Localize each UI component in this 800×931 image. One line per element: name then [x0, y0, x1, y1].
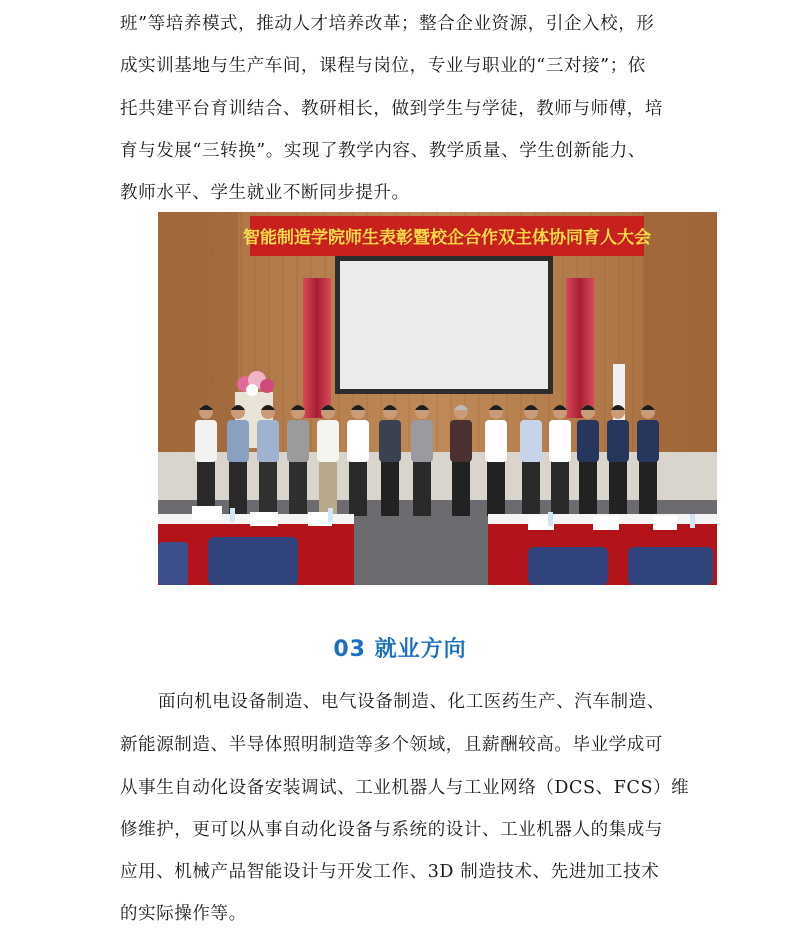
- person-figure: [347, 405, 369, 516]
- curtain-right: [566, 278, 594, 418]
- group-of-people: [195, 405, 659, 516]
- person-figure: [379, 405, 401, 516]
- person-figure: [450, 405, 472, 516]
- person-figure: [317, 405, 339, 516]
- text-line: 修维护，更可以从事自动化设备与系统的设计、工业机器人的集成与: [120, 820, 663, 840]
- text-line: 面向机电设备制造、电气设备制造、化工医药生产、汽车制造、: [158, 692, 665, 712]
- person-figure: [637, 405, 659, 516]
- projector-screen: [340, 261, 548, 389]
- text-line: 成实训基地与生产车间，课程与岗位，专业与职业的“三对接”；依: [120, 56, 646, 76]
- person-figure: [549, 405, 571, 516]
- person-figure: [227, 405, 249, 516]
- person-figure: [485, 405, 507, 516]
- text-line: 从事生自动化设备安装调试、工业机器人与工业网络（DCS、FCS）维: [120, 778, 690, 798]
- person-figure: [520, 405, 542, 516]
- text-line: 育与发展“三转换”。实现了教学内容、教学质量、学生创新能力、: [120, 141, 646, 161]
- conference-group-photo: [158, 212, 717, 585]
- banner-text: 智能制造学院师生表彰暨校企合作双主体协同育人大会: [243, 228, 651, 248]
- person-figure: [607, 405, 629, 516]
- person-figure: [577, 405, 599, 516]
- text-line: 的实际操作等。: [120, 904, 247, 924]
- text-line: 班”等培养模式，推动人才培养改革；整合企业资源，引企入校，形: [120, 14, 655, 34]
- section-heading: 03 就业方向: [333, 637, 467, 662]
- person-figure: [257, 405, 279, 516]
- person-figure: [287, 405, 309, 516]
- person-figure: [195, 405, 217, 516]
- text-line: 应用、机械产品智能设计与开发工作、3D 制造技术、先进加工技术: [120, 862, 660, 882]
- text-line: 托共建平台育训结合、教研相长，做到学生与学徒，教师与师傅，培: [120, 99, 663, 119]
- text-line: 新能源制造、半导体照明制造等多个领域，且薪酬较高。毕业学成可: [120, 735, 663, 755]
- text-line: 教师水平、学生就业不断同步提升。: [120, 183, 410, 203]
- person-figure: [411, 405, 433, 516]
- curtain-left: [303, 278, 331, 418]
